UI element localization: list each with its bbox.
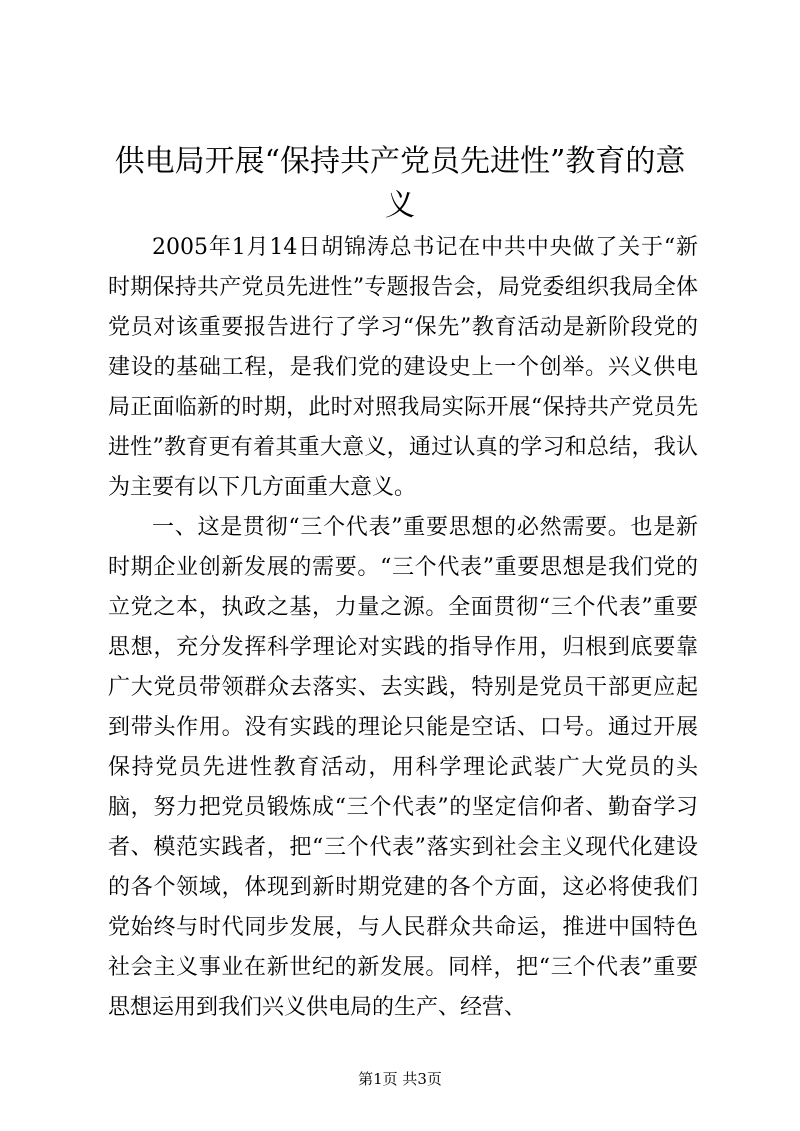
document-title: 供电局开展“保持共产党员先进性”教育的意义 bbox=[114, 144, 686, 223]
paragraph-intro: 2005年1月14日胡锦涛总书记在中共中央做了关于“新时期保持共产党员先进性”专题报告会，局党委组织我局全体党员对该重要报告进行了学习“保先”教育活动是新阶段党的建设的基础工程，是我们党的建设史上一个创举。兴义供电局正面临新的时期，此时对照我局实际开展“保持共产党员先进性”教育更有着其重大意义，通过认真的学习和总结，我认为主要有以下几方面重大意义。 bbox=[108, 235, 698, 500]
paragraph-point-one: 一、这是贯彻“三个代表”重要思想的必然需要。也是新时期企业创新发展的需要。“三个代表”重要思想是我们党的立党之本，执政之基，力量之源。全面贯彻“三个代表”重要思想，充分发挥科学理论对实践的指导作用，归根到底要靠广大党员带领群众去落实、去实践，特别是党员干部更应起到带头作用。没有实践的理论只能是空话、口号。通过开展保持党员先进性教育活动，用科学理论武装广大党员的头脑，努力把党员锻炼成“三个代表”的坚定信仰者、勤奋学习者、模范实践者，把“三个代表”落实到社会主义现代化建设的各个领域，体现到新时期党建的各个方面，这必将使我们党始终与时代同步发展，与人民群众共命运，推进中国特色社会主义事业在新世纪的新发展。同样，把“三个代表”重要思想运用到我们兴义供电局的生产、经营、 bbox=[108, 515, 698, 1020]
page-footer: 第1页 共3页 bbox=[358, 1070, 442, 1088]
document-body bbox=[108, 228, 698, 1028]
